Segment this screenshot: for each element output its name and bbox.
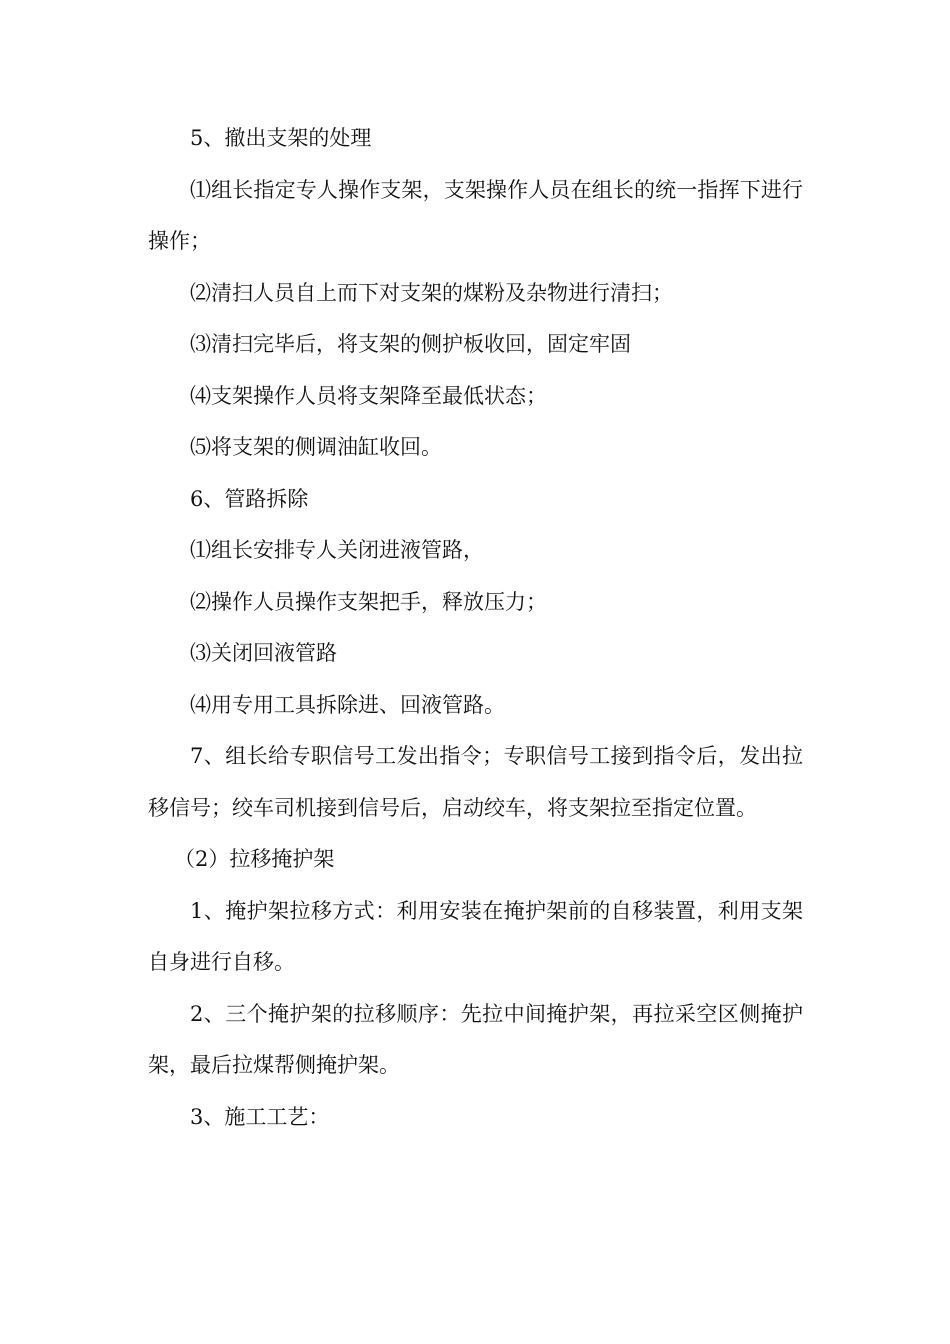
list-item: ⑴组长安排专人关闭进液管路， [190, 538, 484, 562]
list-item: ⑸将支架的侧调油缸收回。 [190, 435, 442, 459]
list-item: ⑶清扫完毕后，将支架的侧护板收回，固定牢固 [190, 332, 631, 356]
document-body [148, 113, 803, 1143]
section-heading-5: 5、撤出支架的处理 [190, 126, 372, 150]
list-item: ⑵操作人员操作支架把手，释放压力； [190, 589, 547, 614]
subsection-heading: （2）拉移掩护架 [174, 847, 335, 871]
list-item: ⑷用专用工具拆除进、回液管路。 [190, 692, 505, 717]
list-item: ⑶关闭回液管路 [190, 641, 337, 665]
section-paragraph-1: 1、掩护架拉移方式：利用安装在掩护架前的自移装置，利用支架自身进行自移。 [148, 898, 803, 974]
section-paragraph-2: 2、三个掩护架的拉移顺序：先拉中间掩护架，再拉采空区侧掩护架，最后拉煤帮侧掩护架。 [148, 1001, 803, 1077]
list-item: ⑵清扫人员自上而下对支架的煤粉及杂物进行清扫； [190, 280, 673, 305]
list-item: ⑴组长指定专人操作支架，支架操作人员在组长的统一指挥下进行操作； [148, 177, 803, 253]
list-item: ⑷支架操作人员将支架降至最低状态； [190, 383, 547, 408]
section-heading-3: 3、施工工艺： [190, 1104, 330, 1129]
section-paragraph-7: 7、组长给专职信号工发出指令；专职信号工接到指令后，发出拉移信号；绞车司机接到信号后，启动绞车，将支架拉至指定位置。 [148, 744, 803, 820]
section-heading-6: 6、管路拆除 [190, 486, 309, 511]
